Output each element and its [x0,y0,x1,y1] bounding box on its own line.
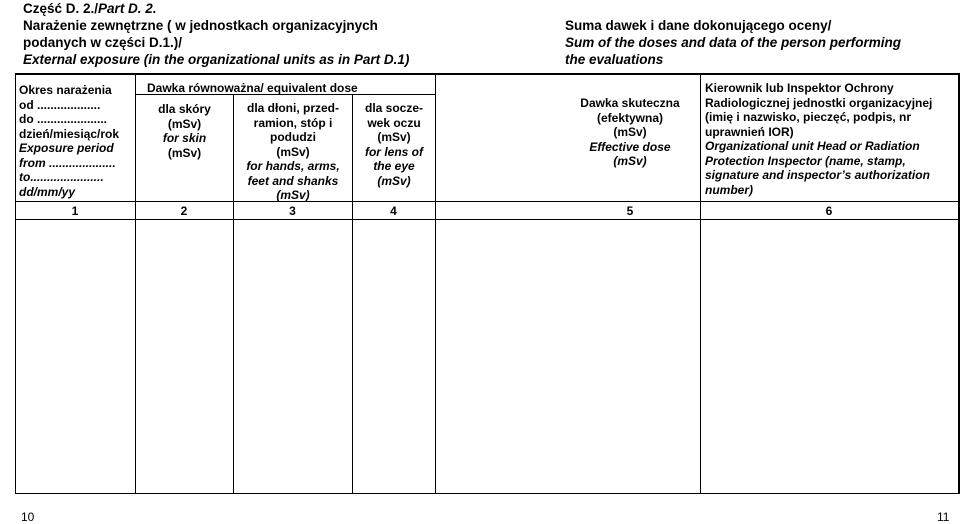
right-header-line3: the evaluations [565,52,664,67]
column-number-3: 3 [289,204,296,218]
inspector-pl-4: uprawnień IOR) [705,124,794,139]
hands-en-1: for hands, arms, [246,159,340,173]
skin-en-1: for skin [162,131,207,145]
table-numbers-bottom-rule [15,219,960,220]
from-line-en: from .................... [19,155,116,170]
effective-pl-2: (efektywna) [596,110,664,125]
inspector-pl-3: (imię i nazwisko, pieczęć, podpis, nr [705,110,912,124]
eye-en-1: for lens of [364,144,423,159]
skin-pl-2: (mSv) [167,116,202,131]
eye-pl-2: wek oczu [367,115,421,130]
left-header-line4: External exposure (in the organizational units as in Part D.1) [23,52,410,67]
part-label-pl: Część D. 2./ [23,1,99,16]
table-left-border [15,73,16,494]
eye-pl-1: dla socze- [364,101,424,115]
inspector-en-2: Protection Inspector (name, stamp, [705,153,906,168]
column-number-4: 4 [390,204,397,218]
eye-en-3: (mSv) [377,173,411,188]
left-header-line3: podanych w części D.1.)/ [23,35,183,50]
right-header [565,17,955,68]
column-number-6: 6 [825,204,833,218]
effective-pl-3: (mSv) [613,125,647,139]
skin-pl-1: dla skóry [158,102,211,116]
skin-dose-header [136,102,233,160]
effective-en-1: Effective dose [589,139,671,154]
hands-pl-3: podudzi [270,130,316,144]
right-header-line1: Suma dawek i dane dokonującego oceny/ [565,18,832,33]
column-number-5: 5 [626,204,634,218]
inspector-pl-1: Kierownik lub Inspektor Ochrony [705,81,894,95]
effective-en-2: (mSv) [613,154,647,168]
left-page-number: 10 [21,510,35,524]
eye-en-2: the eye [373,159,415,173]
column-number-2: 2 [180,204,188,218]
equivalent-dose-header [147,81,432,96]
from-line-pl: od ................... [19,97,101,112]
part-label-en: Part D. 2. [98,1,157,16]
skin-en-2: (mSv) [167,145,202,160]
table-top-rule [15,73,960,75]
hands-dose-header [234,101,352,203]
hands-en-2: feet and shanks [247,173,339,188]
table-header-bottom-rule [15,201,960,202]
eye-dose-header [353,101,435,188]
left-header-line2: Narażenie zewnętrzne ( w jednostkach organizacyjnych [23,18,378,33]
to-line-en: to...................... [19,170,104,184]
date-format-en: dd/mm/yy [19,184,76,199]
effective-pl-1: Dawka skuteczna [580,96,680,110]
hands-en-3: (mSv) [276,188,310,202]
inspector-en-1: Organizational unit Head or Radiation [705,139,920,153]
table-bottom-rule [15,493,960,494]
hands-pl-2: ramion, stóp i [253,115,333,130]
effective-dose-header [560,96,700,169]
to-line-pl: do ..................... [19,112,108,126]
inspector-en-4: number) [705,182,753,197]
equivalent-dose-title: Dawka równoważna/ equivalent dose [147,81,358,95]
left-header [23,0,503,68]
right-page-number: 11 [937,510,950,524]
col-divider-5 [700,73,701,494]
right-header-line2: Sum of the doses and data of the person performing [565,35,902,50]
eye-pl-3: (mSv) [377,130,411,144]
column-number-1: 1 [71,204,79,218]
hands-pl-1: dla dłoni, przed- [247,101,339,115]
exposure-period-en: Exposure period [19,141,114,155]
exposure-period-pl: Okres narażenia [19,83,112,97]
exposure-period-cell [19,83,134,199]
col-divider-4 [435,73,436,494]
inspector-pl-2: Radiologicznej jednostki organizacyjnej [705,95,933,110]
hands-pl-4: (mSv) [276,144,310,159]
inspector-header [705,81,957,197]
inspector-en-3: signature and inspector’s authorization [705,168,930,182]
date-format-pl: dzień/miesiąc/rok [19,126,120,141]
